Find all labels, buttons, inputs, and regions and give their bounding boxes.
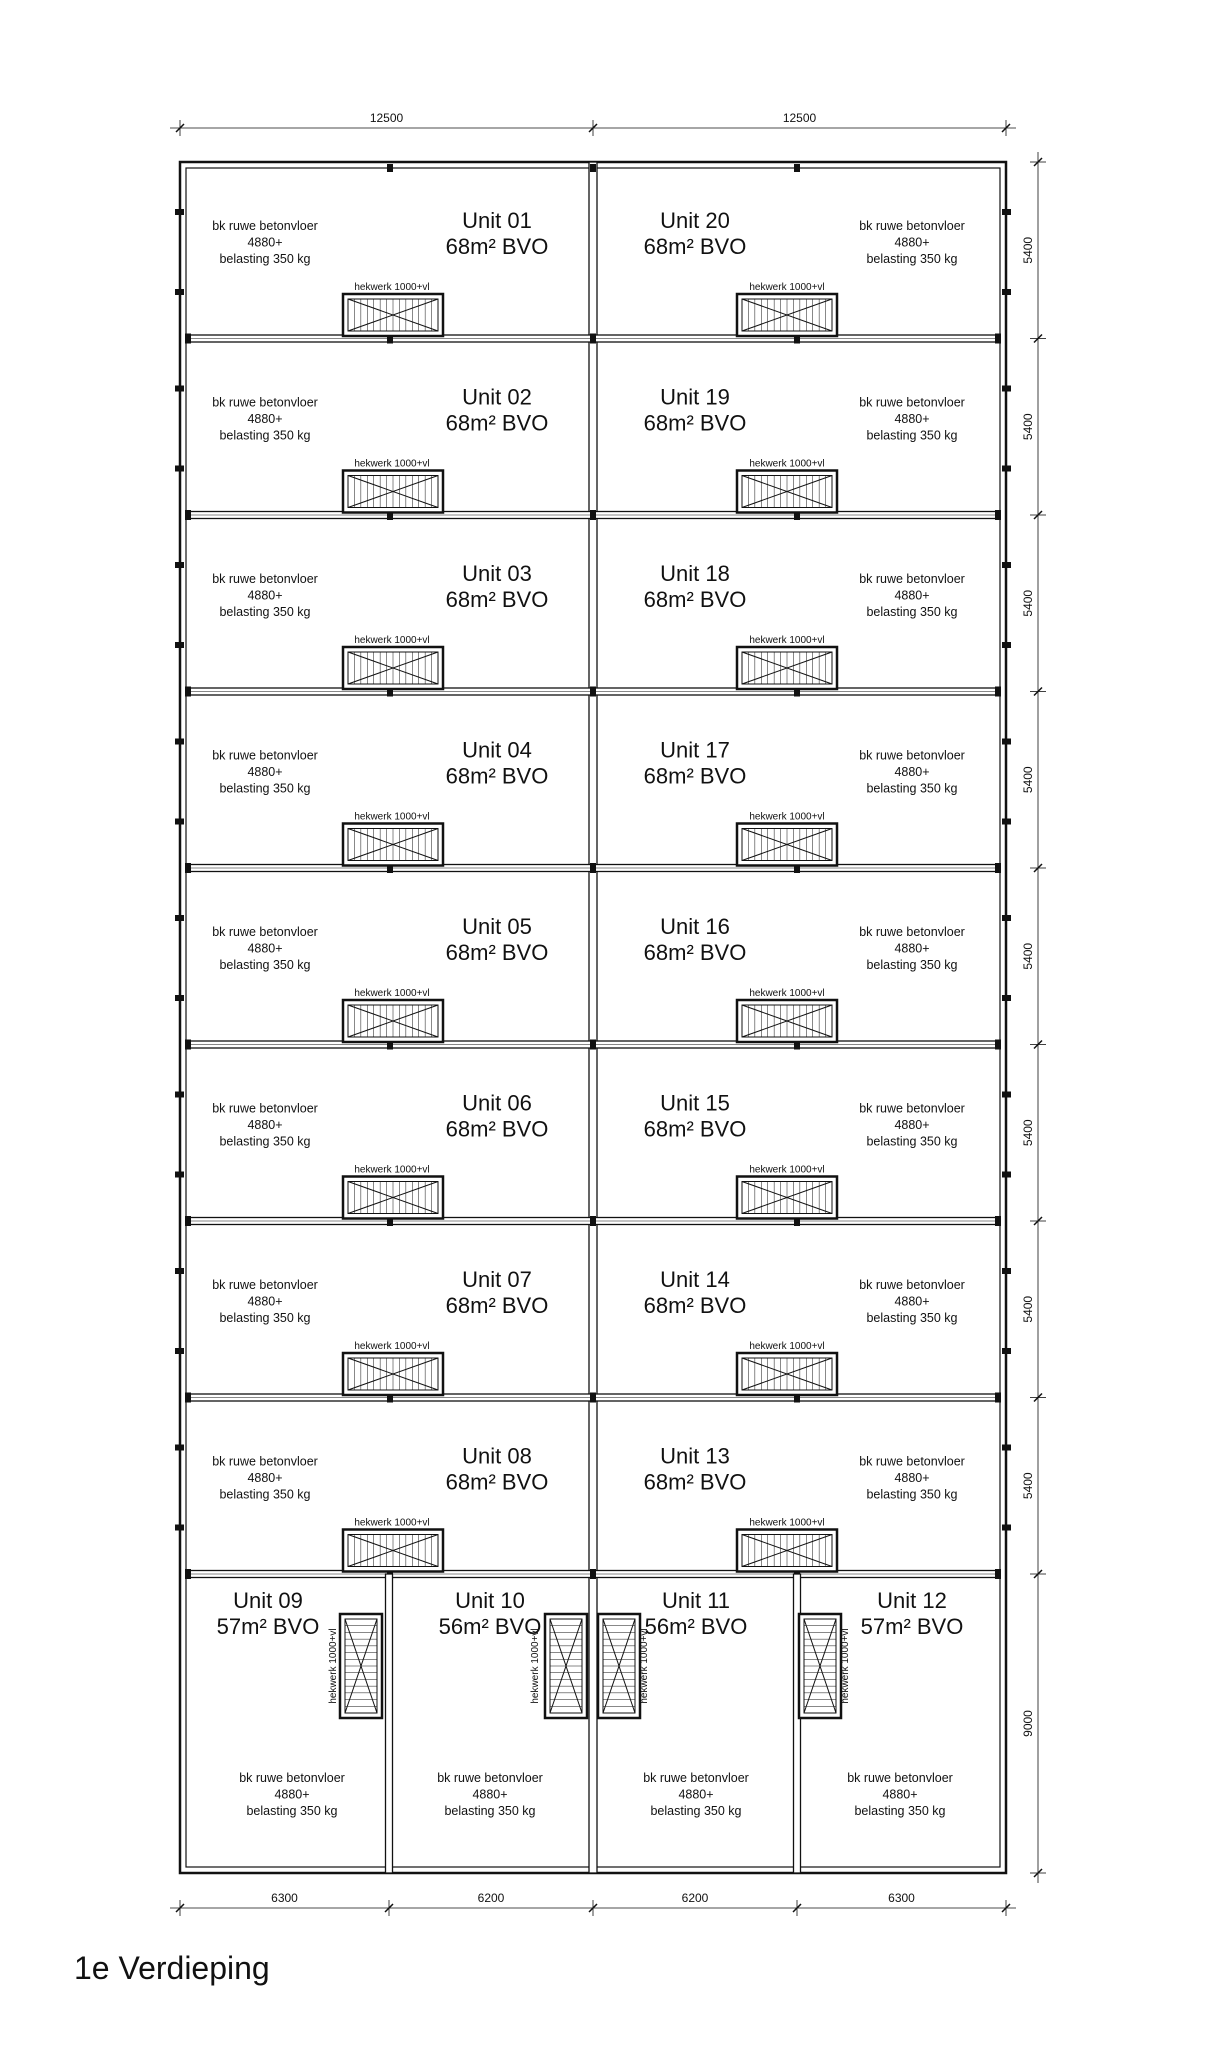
floor-note: belasting 350 kg — [854, 1804, 946, 1818]
floor-note: bk ruwe betonvloer — [212, 395, 318, 410]
stair-opening — [737, 1530, 837, 1572]
unit-divider-wall — [386, 1574, 393, 1873]
top-dimension-label: 12500 — [782, 111, 817, 125]
column-post — [794, 164, 800, 172]
unit-name: Unit 14 — [660, 1267, 730, 1292]
railing-label: hekwerk 1000+vl — [639, 1628, 650, 1704]
unit-name: Unit 17 — [660, 737, 730, 763]
wall-anchor — [175, 1525, 184, 1531]
unit-bottom — [217, 1588, 382, 1818]
wall-anchor — [1002, 466, 1011, 472]
floor-note: 4880+ — [247, 1471, 283, 1485]
unit-right — [644, 561, 965, 689]
unit-area: 57m² BVO — [860, 1614, 964, 1639]
floor-note: 4880+ — [247, 1118, 283, 1132]
unit-right — [644, 1444, 965, 1572]
floor-note: bk ruwe betonvloer — [859, 925, 965, 939]
unit-area: 68m² BVO — [445, 1293, 549, 1318]
unit-name: Unit 19 — [660, 384, 730, 410]
column-post — [185, 1216, 191, 1226]
unit-left — [212, 208, 548, 336]
floor-note: belasting 350 kg — [866, 605, 958, 619]
column-post — [185, 510, 191, 520]
railing-label: hekwerk 1000+vl — [749, 1341, 825, 1352]
stair-opening — [598, 1614, 640, 1718]
column-post — [387, 164, 393, 172]
column-post — [590, 334, 596, 344]
stair-opening — [343, 1530, 443, 1572]
floor-title: 1e Verdieping — [74, 1950, 270, 1986]
wall-anchor — [175, 819, 184, 825]
unit-area: 68m² BVO — [445, 587, 549, 612]
stair-opening — [343, 1353, 443, 1395]
stair-opening — [737, 294, 837, 336]
floor-note: belasting 350 kg — [219, 958, 311, 972]
wall-anchor — [175, 1348, 184, 1354]
floor-note: bk ruwe betonvloer — [859, 219, 965, 233]
floor-note: belasting 350 kg — [219, 1311, 311, 1325]
bottom-dimension-label: 6200 — [477, 1891, 505, 1905]
column-post — [590, 1040, 596, 1050]
wall-anchor — [175, 289, 184, 295]
wall-anchor — [1002, 289, 1011, 295]
floor-note: 4880+ — [894, 765, 930, 779]
wall-anchor — [175, 1092, 184, 1098]
unit-bottom — [598, 1588, 749, 1818]
bottom-dimension-label: 6300 — [271, 1891, 298, 1905]
column-post — [995, 687, 1001, 697]
unit-area: 68m² BVO — [445, 1116, 549, 1142]
bottom-dimension-label: 6200 — [681, 1891, 709, 1905]
stair-opening — [799, 1614, 841, 1718]
unit-area: 68m² BVO — [445, 234, 549, 259]
unit-left — [212, 385, 548, 513]
top-dimension-label: 12500 — [369, 111, 404, 125]
floor-note: bk ruwe betonvloer — [212, 1454, 318, 1469]
unit-left — [212, 1267, 548, 1395]
column-post — [590, 1393, 596, 1403]
floor-note: belasting 350 kg — [219, 781, 311, 796]
railing-label: hekwerk 1000+vl — [840, 1628, 851, 1704]
unit-right — [644, 1267, 965, 1395]
floor-note: belasting 350 kg — [219, 1134, 311, 1149]
unit-area: 56m² BVO — [438, 1614, 542, 1639]
unit-right — [644, 385, 965, 513]
wall-anchor — [1002, 739, 1011, 745]
column-post — [590, 510, 596, 520]
wall-anchor — [1002, 386, 1011, 392]
floor-note: belasting 350 kg — [650, 1804, 742, 1818]
unit-name: Unit 01 — [462, 208, 532, 233]
unit-area: 68m² BVO — [643, 1469, 747, 1495]
floor-note: 4880+ — [678, 1787, 714, 1802]
floor-note: 4880+ — [882, 1787, 918, 1802]
floor-note: bk ruwe betonvloer — [859, 1454, 965, 1469]
unit-name: Unit 06 — [462, 1090, 532, 1116]
railing-label: hekwerk 1000+vl — [354, 635, 430, 646]
stair-opening — [737, 1000, 837, 1042]
unit-area: 68m² BVO — [643, 940, 747, 965]
stair-opening — [343, 1177, 443, 1219]
wall-anchor — [1002, 1348, 1011, 1354]
floor-note: 4880+ — [247, 588, 283, 603]
wall-anchor — [175, 209, 184, 215]
floor-note: 4880+ — [247, 1294, 283, 1309]
floor-note: bk ruwe betonvloer — [212, 572, 318, 586]
floor-note: 4880+ — [894, 1471, 930, 1485]
wall-anchor — [1002, 1172, 1011, 1178]
right-dimension-label: 5400 — [1021, 236, 1035, 264]
unit-area: 68m² BVO — [643, 587, 747, 612]
unit-left — [212, 738, 548, 866]
floor-note: 4880+ — [894, 235, 930, 250]
unit-name: Unit 03 — [462, 561, 532, 586]
right-dimension-label: 5400 — [1021, 766, 1035, 794]
column-post — [590, 687, 596, 697]
floor-note: bk ruwe betonvloer — [212, 925, 318, 939]
column-post — [185, 334, 191, 344]
stair-opening — [737, 647, 837, 689]
stair-opening — [545, 1614, 587, 1718]
floor-note: belasting 350 kg — [866, 428, 958, 443]
floor-note: belasting 350 kg — [219, 1487, 311, 1502]
column-post — [590, 1569, 596, 1579]
column-post — [185, 863, 191, 873]
floor-note: bk ruwe betonvloer — [239, 1771, 345, 1785]
railing-label: hekwerk 1000+vl — [328, 1628, 339, 1704]
wall-anchor — [1002, 562, 1011, 568]
wall-anchor — [175, 386, 184, 392]
unit-area: 68m² BVO — [643, 1116, 747, 1142]
floor-note: bk ruwe betonvloer — [212, 1101, 318, 1116]
unit-name: Unit 08 — [462, 1443, 532, 1469]
stair-opening — [737, 824, 837, 866]
floor-note: belasting 350 kg — [866, 1487, 958, 1502]
wall-anchor — [1002, 819, 1011, 825]
right-dimension-label: 5400 — [1021, 1295, 1035, 1323]
unit-name: Unit 07 — [462, 1267, 532, 1292]
unit-area: 68m² BVO — [643, 763, 747, 789]
unit-left — [212, 561, 548, 689]
stair-opening — [343, 471, 443, 513]
unit-bottom — [437, 1588, 587, 1818]
unit-area: 68m² BVO — [643, 234, 747, 259]
unit-name: Unit 16 — [660, 914, 730, 939]
stair-opening — [737, 1353, 837, 1395]
unit-name: Unit 09 — [233, 1588, 303, 1613]
wall-anchor — [175, 1268, 184, 1274]
bottom-dimension-label: 6300 — [888, 1891, 915, 1905]
railing-label: hekwerk 1000+vl — [749, 282, 825, 293]
unit-left — [212, 1091, 548, 1219]
wall-anchor — [1002, 995, 1011, 1001]
stair-opening — [737, 1177, 837, 1219]
unit-area: 56m² BVO — [644, 1614, 748, 1639]
wall-anchor — [1002, 915, 1011, 921]
railing-label: hekwerk 1000+vl — [354, 282, 430, 293]
wall-anchor — [175, 915, 184, 921]
right-dimension-label: 5400 — [1021, 589, 1035, 617]
unit-right — [644, 1091, 965, 1219]
column-post — [185, 1569, 191, 1579]
wall-anchor — [1002, 1445, 1011, 1451]
railing-label: hekwerk 1000+vl — [749, 458, 825, 470]
floor-note: bk ruwe betonvloer — [859, 1278, 965, 1292]
floor-note: belasting 350 kg — [444, 1804, 536, 1818]
railing-label: hekwerk 1000+vl — [530, 1628, 541, 1704]
floor-note: bk ruwe betonvloer — [847, 1771, 953, 1785]
unit-name: Unit 15 — [660, 1090, 730, 1116]
wall-anchor — [175, 739, 184, 745]
unit-name: Unit 18 — [660, 561, 730, 586]
unit-name: Unit 12 — [877, 1588, 947, 1613]
unit-area: 68m² BVO — [445, 410, 549, 436]
floor-note: 4880+ — [247, 941, 283, 956]
railing-label: hekwerk 1000+vl — [749, 988, 825, 999]
floor-note: 4880+ — [274, 1787, 310, 1802]
railing-label: hekwerk 1000+vl — [354, 1517, 430, 1529]
unit-right — [644, 738, 965, 866]
column-post — [995, 1040, 1001, 1050]
wall-anchor — [1002, 209, 1011, 215]
stair-opening — [343, 824, 443, 866]
wall-anchor — [175, 995, 184, 1001]
floor-note: belasting 350 kg — [219, 605, 311, 619]
floor-note: bk ruwe betonvloer — [859, 572, 965, 586]
unit-name: Unit 13 — [660, 1443, 730, 1469]
floor-note: 4880+ — [894, 1294, 930, 1309]
stair-opening — [343, 1000, 443, 1042]
right-dimension-label: 5400 — [1021, 1472, 1035, 1500]
column-post — [590, 1216, 596, 1226]
unit-right — [644, 914, 965, 1042]
railing-label: hekwerk 1000+vl — [354, 988, 430, 999]
railing-label: hekwerk 1000+vl — [354, 1164, 430, 1176]
wall-anchor — [175, 1172, 184, 1178]
floor-note: bk ruwe betonvloer — [643, 1771, 749, 1785]
floor-note: belasting 350 kg — [219, 428, 311, 443]
floor-note: belasting 350 kg — [246, 1804, 338, 1818]
unit-area: 68m² BVO — [445, 1469, 549, 1495]
floor-note: belasting 350 kg — [866, 781, 958, 796]
wall-anchor — [175, 1445, 184, 1451]
railing-label: hekwerk 1000+vl — [749, 811, 825, 823]
column-post — [185, 687, 191, 697]
floor-note: bk ruwe betonvloer — [437, 1771, 543, 1785]
floor-note: belasting 350 kg — [866, 1134, 958, 1149]
right-dimension-label: 5400 — [1021, 1119, 1035, 1147]
railing-label: hekwerk 1000+vl — [354, 458, 430, 470]
wall-anchor — [1002, 1268, 1011, 1274]
floor-note: bk ruwe betonvloer — [212, 219, 318, 233]
floor-note: 4880+ — [894, 412, 930, 426]
right-dimension-label: 5400 — [1021, 413, 1035, 441]
column-post — [995, 1569, 1001, 1579]
column-post — [590, 863, 596, 873]
central-wall — [589, 162, 597, 1873]
floor-note: belasting 350 kg — [866, 1311, 958, 1325]
floor-note: 4880+ — [472, 1787, 508, 1802]
unit-name: Unit 11 — [661, 1588, 731, 1613]
column-post — [185, 1040, 191, 1050]
column-post — [995, 1216, 1001, 1226]
floor-note: bk ruwe betonvloer — [859, 395, 965, 410]
floor-note: bk ruwe betonvloer — [859, 748, 965, 763]
stair-opening — [343, 294, 443, 336]
column-post — [995, 334, 1001, 344]
wall-anchor — [175, 642, 184, 648]
unit-name: Unit 20 — [660, 208, 730, 233]
column-post — [995, 1393, 1001, 1403]
unit-area: 57m² BVO — [216, 1614, 320, 1639]
floor-note: 4880+ — [247, 412, 283, 426]
railing-label: hekwerk 1000+vl — [749, 1517, 825, 1529]
unit-name: Unit 05 — [462, 914, 532, 939]
floor-note: belasting 350 kg — [866, 958, 958, 972]
right-dimension-label: 5400 — [1021, 942, 1035, 970]
railing-label: hekwerk 1000+vl — [354, 1341, 430, 1352]
unit-name: Unit 04 — [462, 737, 532, 763]
unit-name: Unit 10 — [455, 1588, 525, 1613]
floor-note: bk ruwe betonvloer — [859, 1101, 965, 1116]
floor-note: bk ruwe betonvloer — [212, 1278, 318, 1292]
unit-left — [212, 914, 548, 1042]
floor-note: 4880+ — [894, 588, 930, 603]
unit-area: 68m² BVO — [643, 1293, 747, 1318]
unit-bottom — [799, 1588, 963, 1818]
unit-area: 68m² BVO — [445, 763, 549, 789]
floor-note: 4880+ — [247, 235, 283, 250]
stair-opening — [737, 471, 837, 513]
floor-note: 4880+ — [894, 1118, 930, 1132]
floor-note: belasting 350 kg — [866, 252, 958, 266]
stair-opening — [343, 647, 443, 689]
stair-opening — [340, 1614, 382, 1718]
railing-label: hekwerk 1000+vl — [749, 1164, 825, 1176]
wall-anchor — [175, 562, 184, 568]
wall-anchor — [175, 466, 184, 472]
column-post — [995, 863, 1001, 873]
right-dimension-label: 9000 — [1021, 1710, 1035, 1737]
railing-label: hekwerk 1000+vl — [354, 811, 430, 823]
floor-note: bk ruwe betonvloer — [212, 748, 318, 763]
unit-area: 68m² BVO — [445, 940, 549, 965]
column-post — [995, 510, 1001, 520]
unit-right — [644, 208, 965, 336]
column-post — [185, 1393, 191, 1403]
railing-label: hekwerk 1000+vl — [749, 635, 825, 646]
wall-anchor — [1002, 1525, 1011, 1531]
floor-note: 4880+ — [247, 765, 283, 779]
wall-anchor — [1002, 1092, 1011, 1098]
column-post — [590, 164, 596, 172]
floor-note: 4880+ — [894, 941, 930, 956]
unit-left — [212, 1444, 548, 1572]
unit-area: 68m² BVO — [643, 410, 747, 436]
floor-note: belasting 350 kg — [219, 252, 311, 266]
unit-name: Unit 02 — [462, 384, 532, 410]
wall-anchor — [1002, 642, 1011, 648]
